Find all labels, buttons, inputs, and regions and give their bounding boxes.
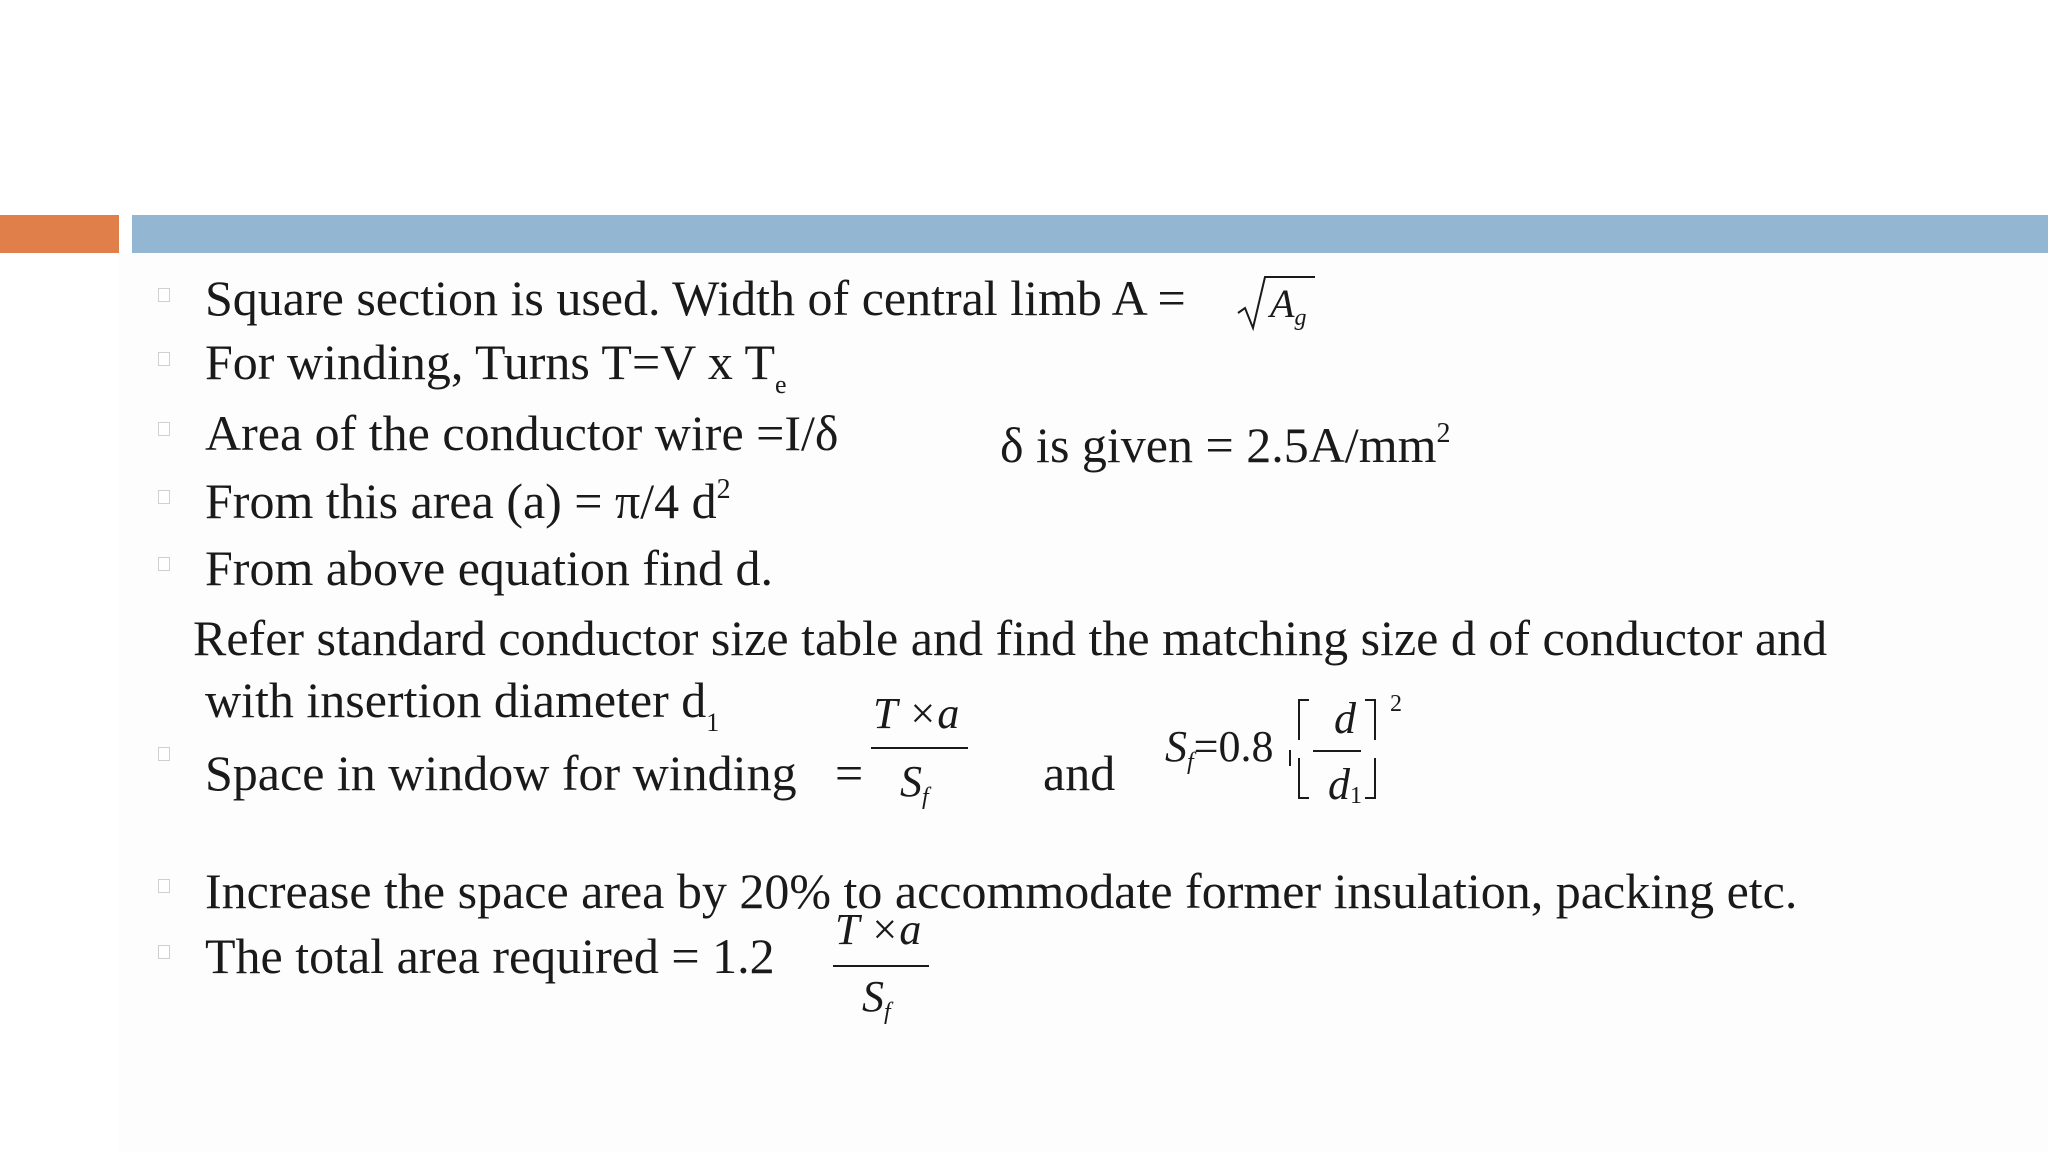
line-text: From this area (a) = π/4 d bbox=[205, 473, 717, 529]
square-bullet-icon bbox=[158, 352, 170, 366]
bullet-line-increase-space bbox=[205, 863, 1798, 919]
line-text: Square section is used. Width of central limb A = bbox=[205, 270, 1186, 326]
square-bullet-icon bbox=[158, 747, 170, 761]
bullet-line-central-limb bbox=[205, 270, 1186, 326]
square-bullet-icon bbox=[158, 879, 170, 893]
bullet-line-window-space bbox=[205, 745, 797, 801]
superscript: 2 bbox=[716, 474, 731, 505]
bullet-line-find-d bbox=[205, 540, 773, 596]
space-factor-formula: Sf=0.8 bbox=[1165, 722, 1274, 775]
line-text: For winding, Turns T=V x T bbox=[205, 334, 776, 390]
square-bullet-icon bbox=[158, 422, 170, 436]
line-text: From above equation find d. bbox=[205, 540, 773, 596]
superscript: 2 bbox=[1436, 418, 1451, 449]
bracket-numerator: d bbox=[1334, 694, 1356, 743]
line-text: Increase the space area by 20% to accommodate former insulation, packing etc. bbox=[205, 863, 1798, 919]
fraction-numerator: T ×a bbox=[873, 689, 960, 738]
radicand-sub: g bbox=[1294, 305, 1307, 331]
line-text: The total area required = 1.2 bbox=[205, 928, 775, 984]
subscript: e bbox=[775, 370, 787, 399]
current-density-note bbox=[1000, 417, 1451, 473]
square-bullet-icon bbox=[158, 945, 170, 959]
bullet-line-conductor-area bbox=[205, 405, 839, 461]
fraction-denominator: Sf bbox=[900, 757, 929, 810]
total-fraction-numerator: T ×a bbox=[835, 905, 922, 954]
line-text: Area of the conductor wire =I/δ bbox=[205, 405, 839, 461]
subscript: 1 bbox=[706, 708, 720, 737]
paragraph-insertion-diameter bbox=[205, 672, 720, 737]
bullet-line-total-area bbox=[205, 928, 775, 984]
square-bullet-icon bbox=[158, 490, 170, 504]
line-text: Space in window for winding bbox=[205, 745, 797, 801]
bullet-line-area-formula bbox=[205, 473, 731, 529]
header-band-blue bbox=[132, 215, 2048, 253]
square-bullet-icon bbox=[158, 288, 170, 302]
square-bullet-icon bbox=[158, 557, 170, 571]
sqrt-radicand bbox=[1270, 281, 1307, 331]
paragraph-refer-table bbox=[193, 610, 1828, 666]
total-fraction-denominator: Sf bbox=[862, 972, 891, 1025]
equals-sign: = bbox=[835, 745, 864, 801]
line-text: Refer standard conductor size table and find the matching size d of conductor and bbox=[193, 610, 1828, 666]
bullet-line-turns bbox=[205, 334, 787, 399]
bracket-denominator: d1 bbox=[1328, 760, 1362, 809]
note-text: δ is given = 2.5A/mm bbox=[1000, 417, 1437, 473]
bracket-exponent: 2 bbox=[1390, 691, 1402, 717]
radicand-var: A bbox=[1270, 281, 1295, 326]
header-band-orange bbox=[0, 215, 119, 253]
line-text: with insertion diameter d bbox=[205, 672, 707, 728]
and-word: and bbox=[1043, 745, 1116, 801]
total-fraction-bar bbox=[833, 965, 929, 967]
fraction-bar bbox=[871, 747, 968, 749]
